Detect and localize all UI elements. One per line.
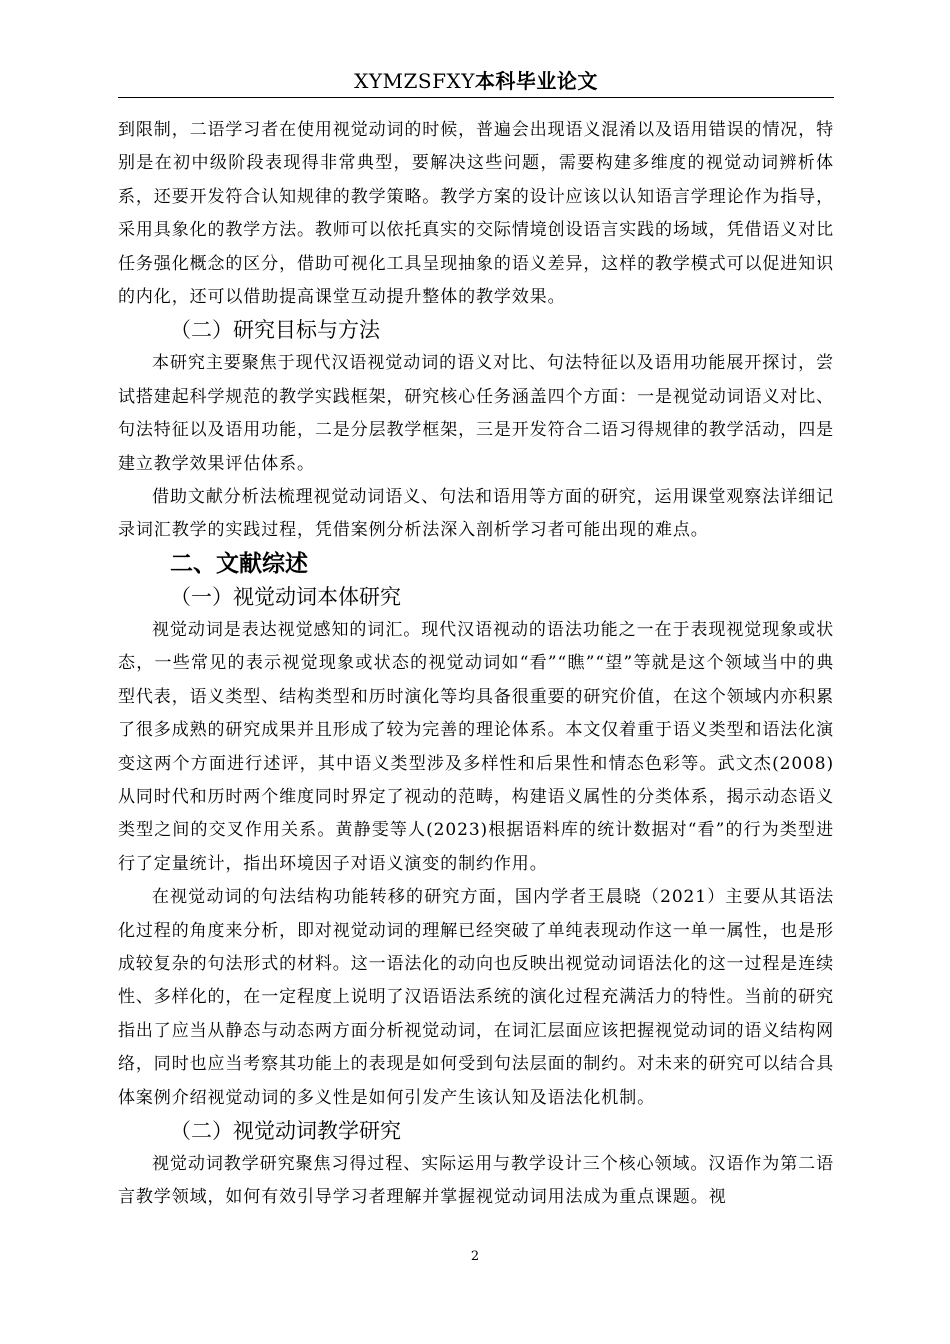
header-title: 本科毕业论文 (474, 69, 598, 93)
page-number: 2 (470, 1249, 480, 1264)
section-heading-goals: （二）研究目标与方法 (170, 318, 380, 343)
section-heading-ontology: （一）视觉动词本体研究 (170, 584, 401, 609)
paragraph-teaching: 视觉动词教学研究聚焦习得过程、实际运用与教学设计三个核心领域。汉语作为第二语言教学领域，如何有效引导学习者理解并掌握视觉动词用法成为重点课题。视 (118, 1153, 834, 1208)
header-latin: XYMZSFXY (354, 69, 475, 93)
chapter-heading-review: 二、文献综述 (170, 550, 308, 577)
paragraph-ontology-2: 在视觉动词的句法结构功能转移的研究方面，国内学者王晨晓（2021）主要从其语法化过程的角度来分析，即对视觉动词的理解已经突破了单纯表现动作这一单一属性，也是形成较复杂的句法形式的材料。这一语法化的动向也反映出视觉动词语法化的这一过程是连续性、多样化的，在一定程度上说明了汉语语法系统的演化过程充满活力的特性。当前的研究指出了应当从静态与动态两方面分析视觉动词，在词汇层面应该把握视觉动词的语义结构网络，同时也应当考察其功能上的表现是如何受到句法层面的制约。对未来的研究可以结合具体案例介绍视觉动词的多义性是如何引发产生该认知及语法化机制。 (118, 887, 834, 1108)
section-heading-teaching: （二）视觉动词教学研究 (170, 1118, 401, 1143)
header-rule (118, 97, 834, 98)
paragraph-continuation: 到限制，二语学习者在使用视觉动词的时候，普遍会出现语义混淆以及语用错误的情况，特别是在初中级阶段表现得非常典型，要解决这些问题，需要构建多维度的视觉动词辨析体系，还要开发符合认知规律的教学策略。教学方案的设计应该以认知语言学理论作为指导，采用具象化的教学方法。教师可以依托真实的交际情境创设语言实践的场域，凭借语义对比任务强化概念的区分，借助可视化工具呈现抽象的语义差异，这样的教学模式可以促进知识的内化，还可以借助提高课堂互动提升整体的教学效果。 (118, 120, 834, 308)
page-body (118, 114, 834, 1215)
paragraph-ontology-1: 视觉动词是表达视觉感知的词汇。现代汉语视动的语法功能之一在于表现视觉现象或状态，一些常见的表示视觉现象或状态的视觉动词如“看”“瞧”“望”等就是这个领域当中的典型代表，语义类型、结构类型和历时演化等均具备很重要的研究价值，在这个领域内亦积累了很多成熟的研究成果并且形成了较为完善的理论体系。本文仅着重于语义类型和语法化演变这两个方面进行述评，其中语义类型涉及多样性和后果性和情态色彩等。武文杰(2008)从同时代和历时两个维度同时界定了视动的范畴，构建语义属性的分类体系，揭示动态语义类型之间的交叉作用关系。黄静雯等人(2023)根据语料库的统计数据对“看”的行为类型进行了定量统计，指出环境因子对语义演变的制约作用。 (118, 619, 834, 874)
paragraph-goals: 本研究主要聚焦于现代汉语视觉动词的语义对比、句法特征以及语用功能展开探讨，尝试搭建起科学规范的教学实践框架，研究核心任务涵盖四个方面：一是视觉动词语义对比、句法特征以及语用功能，二是分层教学框架，三是开发符合二语习得规律的教学活动，四是建立教学效果评估体系。 (118, 353, 834, 474)
paragraph-methods: 借助文献分析法梳理视觉动词语义、句法和语用等方面的研究，运用课堂观察法详细记录词汇教学的实践过程，凭借案例分析法深入剖析学习者可能出现的难点。 (118, 487, 834, 541)
page-header (118, 68, 834, 94)
